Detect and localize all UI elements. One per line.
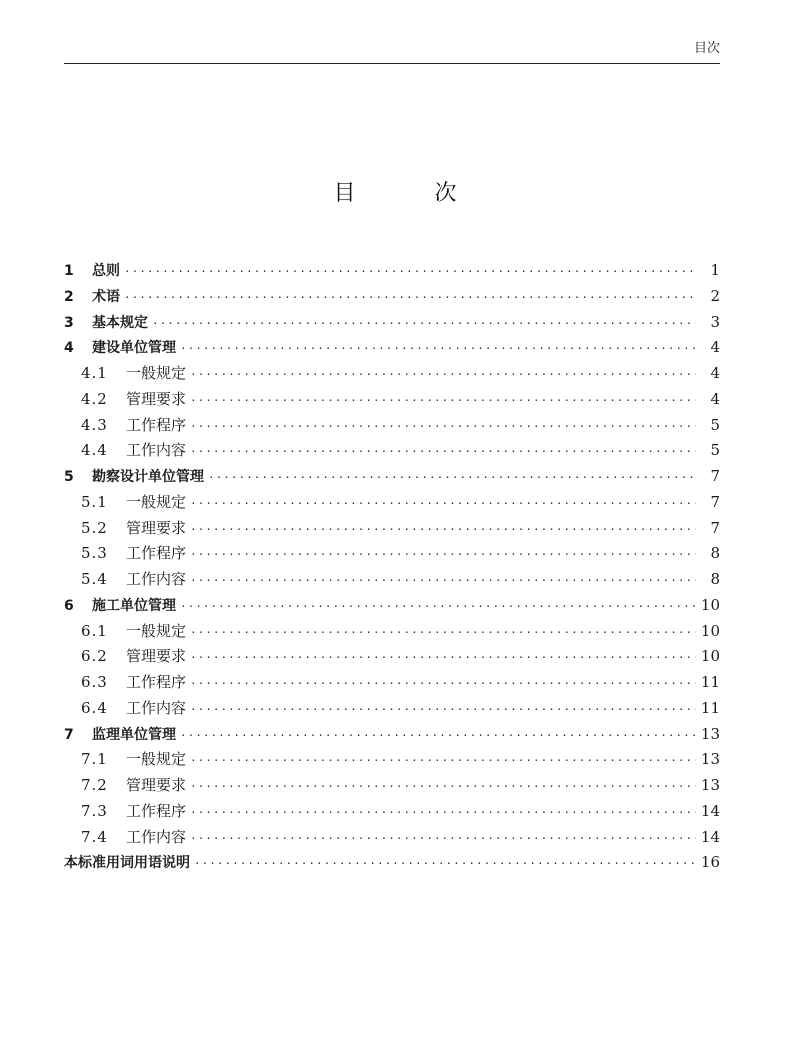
toc-entry-title: 一般规定 bbox=[126, 492, 187, 511]
toc-entry-page-number: 2 bbox=[710, 286, 720, 305]
toc-section-entry[interactable] bbox=[64, 644, 720, 670]
toc-entry-title: 管理要求 bbox=[126, 389, 187, 408]
dot-leader bbox=[152, 311, 696, 337]
toc-entry-title: 一般规定 bbox=[126, 750, 187, 769]
dot-leader bbox=[124, 259, 696, 285]
toc-section-entry[interactable] bbox=[64, 567, 720, 593]
toc-entry-number: 4 bbox=[64, 340, 74, 357]
toc-entry-title: 工作程序 bbox=[126, 801, 187, 820]
toc-entry-title: 管理要求 bbox=[126, 518, 187, 537]
page-title: 目 次 bbox=[333, 181, 493, 206]
dot-leader bbox=[190, 620, 696, 646]
toc-section-entry[interactable] bbox=[64, 413, 720, 439]
toc-entry-title: 工作程序 bbox=[126, 673, 187, 691]
toc-section-entry[interactable] bbox=[64, 773, 720, 799]
toc-entry-page-number: 13 bbox=[700, 724, 720, 743]
toc-entry-title: 管理要求 bbox=[126, 776, 187, 794]
toc-entry-number: 5 bbox=[64, 469, 74, 485]
toc-entry-title: 基本规定 bbox=[92, 314, 148, 331]
dot-leader bbox=[124, 285, 696, 311]
dot-leader bbox=[190, 491, 696, 517]
toc-chapter-entry[interactable] bbox=[64, 310, 720, 336]
dot-leader bbox=[190, 517, 696, 543]
dot-leader bbox=[190, 645, 696, 671]
toc-entry-title: 管理要求 bbox=[126, 647, 187, 666]
dot-leader bbox=[190, 826, 696, 852]
toc-entry-title: 总则 bbox=[92, 263, 120, 279]
toc-entry-title: 工作内容 bbox=[126, 698, 187, 717]
toc-entry-title: 术语 bbox=[92, 288, 120, 305]
toc-chapter-entry[interactable] bbox=[64, 284, 720, 310]
toc-entry-number: 6.3 bbox=[81, 673, 108, 691]
toc-entry-number: 4.3 bbox=[81, 415, 108, 434]
toc-entry-number: 5.2 bbox=[81, 518, 108, 537]
toc-section-entry[interactable] bbox=[64, 490, 720, 516]
toc-section-entry[interactable] bbox=[64, 387, 720, 413]
toc-entry-number: 5.1 bbox=[81, 492, 108, 511]
toc-entry-title: 建设单位管理 bbox=[92, 340, 176, 357]
toc-chapter-entry[interactable] bbox=[64, 722, 720, 748]
toc-entry-title: 工作内容 bbox=[126, 441, 187, 460]
toc-entry-page-number: 10 bbox=[700, 621, 720, 640]
dot-leader bbox=[190, 671, 696, 697]
toc-entry-page-number: 4 bbox=[710, 364, 720, 382]
toc-entry-page-number: 4 bbox=[710, 389, 720, 408]
toc-entry-page-number: 8 bbox=[710, 570, 720, 588]
toc-entry-number: 4.1 bbox=[81, 364, 108, 382]
toc-entry-page-number: 8 bbox=[710, 544, 720, 563]
toc-entry-page-number: 3 bbox=[710, 312, 720, 331]
dot-leader bbox=[190, 439, 696, 465]
toc-section-entry[interactable] bbox=[64, 696, 720, 722]
toc-entry-page-number: 14 bbox=[700, 827, 720, 846]
toc-entry-number: 2 bbox=[64, 288, 74, 305]
toc-entry-number: 5.3 bbox=[81, 544, 108, 563]
dot-leader bbox=[190, 414, 696, 440]
toc-entry-title: 一般规定 bbox=[126, 621, 187, 640]
dot-leader bbox=[190, 800, 696, 826]
toc-entry-page-number: 7 bbox=[710, 518, 720, 537]
toc-entry-title: 本标准用词用语说明 bbox=[64, 855, 190, 872]
dot-leader bbox=[190, 748, 696, 774]
toc-entry-title: 工作内容 bbox=[126, 570, 187, 588]
dot-leader bbox=[180, 723, 696, 749]
toc-entry-number: 4.4 bbox=[81, 441, 108, 460]
toc-appendix-entry[interactable] bbox=[64, 850, 720, 876]
toc-chapter-entry[interactable] bbox=[64, 593, 720, 619]
toc-section-entry[interactable] bbox=[64, 361, 720, 387]
toc-section-entry[interactable] bbox=[64, 541, 720, 567]
toc-entry-page-number: 10 bbox=[700, 595, 720, 614]
toc-chapter-entry[interactable] bbox=[64, 258, 720, 284]
toc-entry-number: 6.4 bbox=[81, 698, 108, 717]
toc-entry-number: 5.4 bbox=[81, 570, 108, 588]
header-rule bbox=[64, 63, 720, 64]
dot-leader bbox=[190, 362, 696, 388]
toc-entry-page-number: 10 bbox=[700, 647, 720, 666]
toc-entry-number: 3 bbox=[64, 314, 74, 331]
toc-entry-page-number: 7 bbox=[710, 467, 720, 485]
toc-entry-number: 6.2 bbox=[81, 647, 108, 666]
toc-entry-title: 工作内容 bbox=[126, 827, 187, 846]
toc-entry-page-number: 1 bbox=[710, 261, 720, 279]
toc-entry-page-number: 4 bbox=[710, 338, 720, 357]
toc-entry-number: 7.1 bbox=[81, 750, 108, 769]
toc-section-entry[interactable] bbox=[64, 670, 720, 696]
running-header-title: 目次 bbox=[693, 41, 720, 56]
toc-chapter-entry[interactable] bbox=[64, 464, 720, 490]
toc-entry-number: 7.3 bbox=[81, 801, 108, 820]
toc-entry-page-number: 11 bbox=[700, 673, 720, 691]
toc-entry-title: 勘察设计单位管理 bbox=[92, 469, 204, 485]
toc-entry-page-number: 7 bbox=[710, 492, 720, 511]
toc-entry-number: 7.4 bbox=[81, 827, 108, 846]
dot-leader bbox=[190, 542, 696, 568]
toc-entry-page-number: 11 bbox=[700, 698, 720, 717]
toc-entry-page-number: 5 bbox=[710, 415, 720, 434]
table-of-contents bbox=[64, 258, 720, 876]
dot-leader bbox=[190, 774, 696, 800]
toc-section-entry[interactable] bbox=[64, 438, 720, 464]
toc-entry-page-number: 13 bbox=[700, 776, 720, 794]
toc-entry-number: 1 bbox=[64, 263, 74, 279]
toc-entry-title: 监理单位管理 bbox=[92, 726, 176, 743]
toc-section-entry[interactable] bbox=[64, 619, 720, 645]
toc-section-entry[interactable] bbox=[64, 516, 720, 542]
dot-leader bbox=[190, 697, 696, 723]
dot-leader bbox=[190, 388, 696, 414]
dot-leader bbox=[180, 336, 696, 362]
toc-entry-page-number: 5 bbox=[710, 441, 720, 460]
toc-entry-title: 施工单位管理 bbox=[92, 597, 176, 614]
toc-entry-title: 工作程序 bbox=[126, 544, 187, 563]
dot-leader bbox=[180, 594, 696, 620]
toc-entry-title: 一般规定 bbox=[126, 364, 187, 382]
toc-entry-page-number: 14 bbox=[700, 801, 720, 820]
toc-section-entry[interactable] bbox=[64, 799, 720, 825]
toc-entry-number: 4.2 bbox=[81, 389, 108, 408]
dot-leader bbox=[194, 851, 696, 877]
toc-section-entry[interactable] bbox=[64, 747, 720, 773]
dot-leader bbox=[208, 465, 696, 491]
toc-section-entry[interactable] bbox=[64, 825, 720, 851]
toc-entry-number: 7.2 bbox=[81, 776, 108, 794]
toc-entry-number: 7 bbox=[64, 726, 74, 743]
toc-entry-number: 6 bbox=[64, 597, 74, 614]
toc-chapter-entry[interactable] bbox=[64, 335, 720, 361]
toc-entry-number: 6.1 bbox=[81, 621, 108, 640]
toc-entry-page-number: 16 bbox=[700, 853, 720, 872]
toc-entry-title: 工作程序 bbox=[126, 415, 187, 434]
toc-entry-page-number: 13 bbox=[700, 750, 720, 769]
dot-leader bbox=[190, 568, 696, 594]
